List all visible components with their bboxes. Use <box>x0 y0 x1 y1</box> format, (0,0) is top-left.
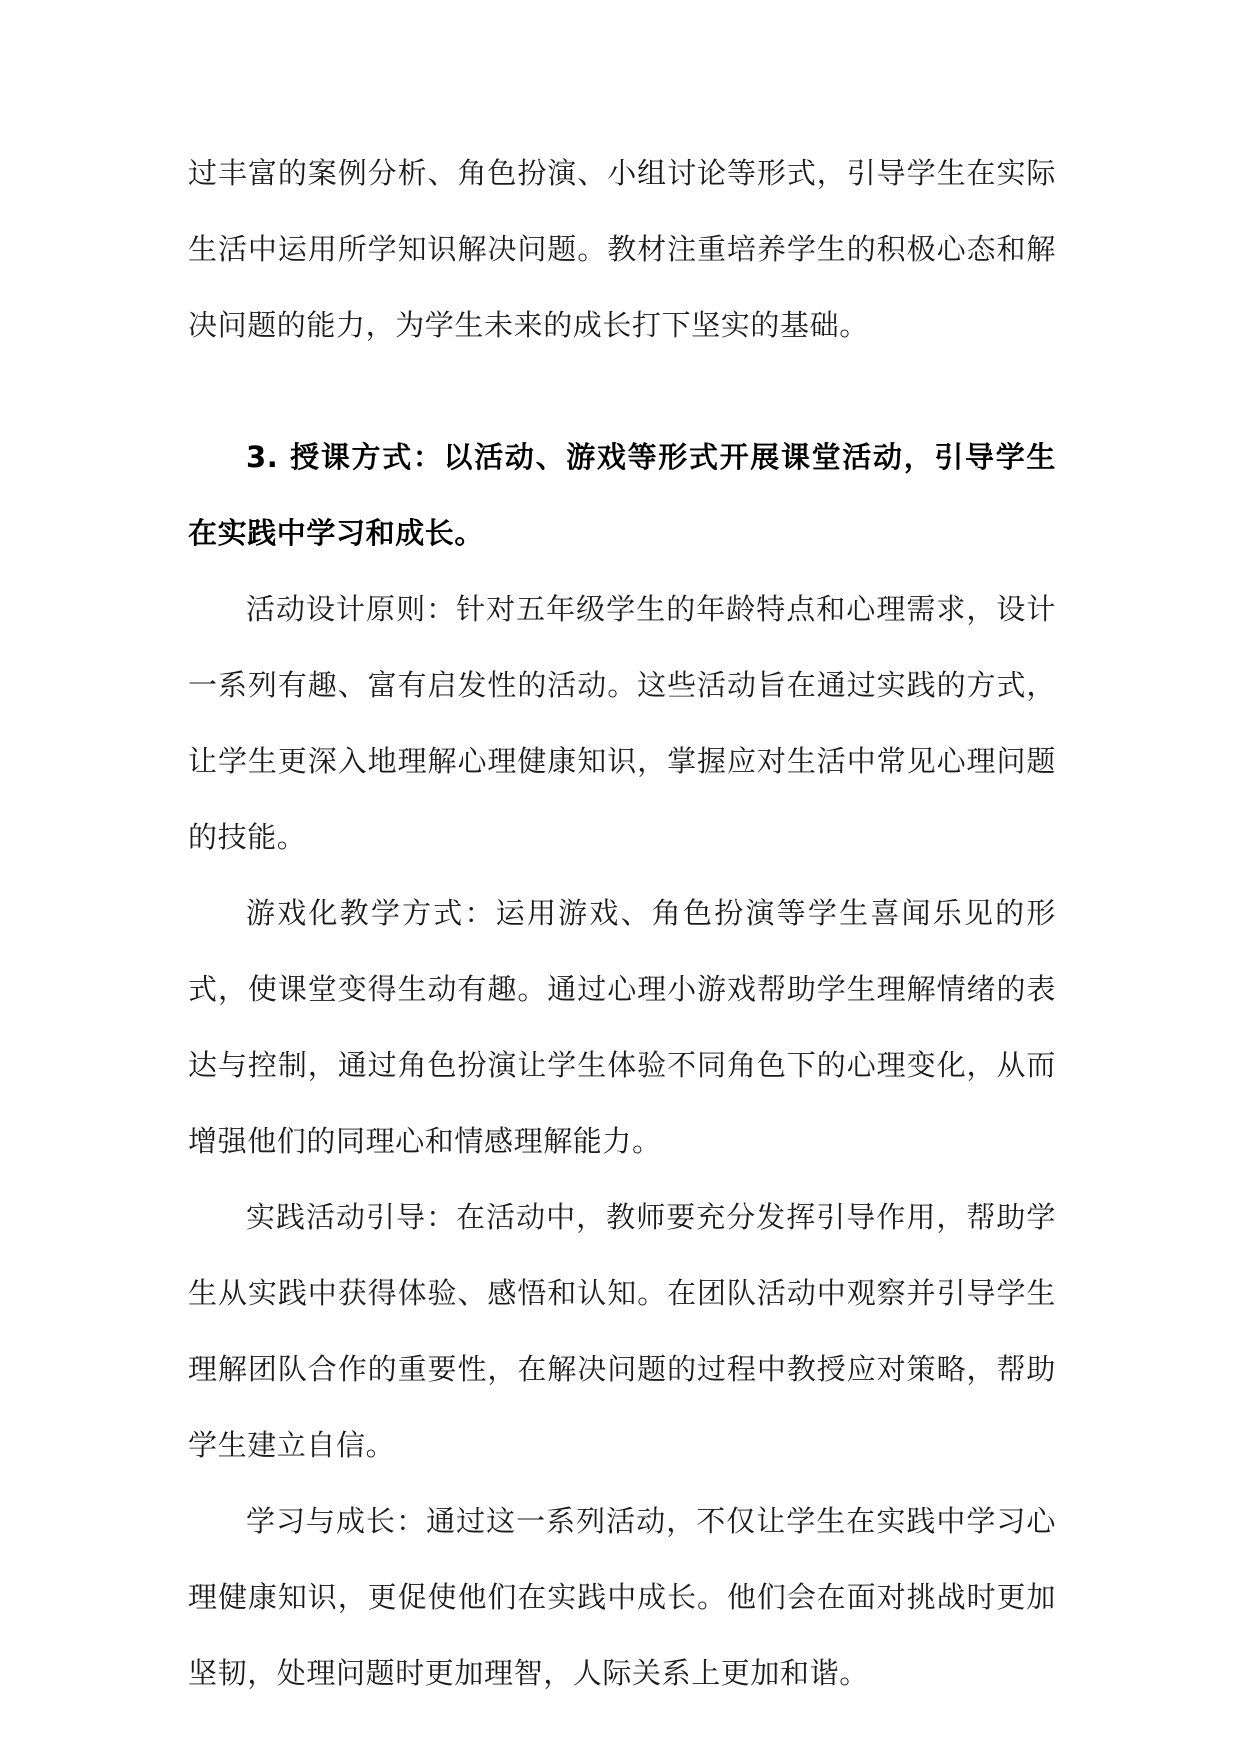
document-body <box>188 135 1056 1711</box>
intro-continuation-paragraph: 过丰富的案例分析、角色扮演、小组讨论等形式，引导学生在实际生活中运用所学知识解决问题。教材注重培养学生的积极心态和解决问题的能力，为学生未来的成长打下坚实的基础。 <box>188 156 1056 342</box>
gamified-teaching-paragraph: 游戏化教学方式：运用游戏、角色扮演等学生喜闻乐见的形式，使课堂变得生动有趣。通过心理小游戏帮助学生理解情绪的表达与控制，通过角色扮演让学生体验不同角色下的心理变化，从而增强他们的同理心和情感理解能力。 <box>188 896 1056 1158</box>
section-heading: 3. 授课方式：以活动、游戏等形式开展课堂活动，引导学生在实践中学习和成长。 <box>188 440 1056 550</box>
paragraph-spacer <box>188 363 1056 391</box>
practice-guidance-paragraph: 实践活动引导：在活动中，教师要充分发挥引导作用，帮助学生从实践中获得体验、感悟和认知。在团队活动中观察并引导学生理解团队合作的重要性，在解决问题的过程中教授应对策略，帮助学生建立自信。 <box>188 1200 1056 1462</box>
activity-design-paragraph: 活动设计原则：针对五年级学生的年龄特点和心理需求，设计一系列有趣、富有启发性的活动。这些活动旨在通过实践的方式，让学生更深入地理解心理健康知识，掌握应对生活中常见心理问题的技能。 <box>188 592 1056 854</box>
learning-growth-paragraph: 学习与成长：通过这一系列活动，不仅让学生在实践中学习心理健康知识，更促使他们在实践中成长。他们会在面对挑战时更加坚韧，处理问题时更加理智，人际关系上更加和谐。 <box>188 1504 1056 1690</box>
